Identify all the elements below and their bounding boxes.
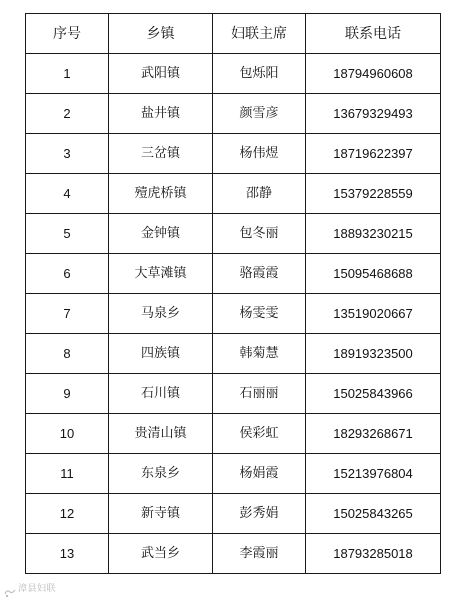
serial-number-cell: 8 xyxy=(26,334,109,374)
header-federation-chair: 妇联主席 xyxy=(213,14,306,54)
township-cell: 新寺镇 xyxy=(109,494,213,534)
phone-cell: 15379228559 xyxy=(306,174,441,214)
chair-name-cell: 包烁阳 xyxy=(213,54,306,94)
table-row xyxy=(26,214,441,254)
serial-number-cell: 5 xyxy=(26,214,109,254)
chair-name-cell: 杨娟霞 xyxy=(213,454,306,494)
watermark-logo-icon xyxy=(4,583,16,593)
table-row xyxy=(26,334,441,374)
chair-name-cell: 骆霞霞 xyxy=(213,254,306,294)
phone-cell: 15025843265 xyxy=(306,494,441,534)
chair-name-cell: 杨雯雯 xyxy=(213,294,306,334)
township-cell: 武当乡 xyxy=(109,534,213,574)
serial-number-cell: 3 xyxy=(26,134,109,174)
serial-number-cell: 6 xyxy=(26,254,109,294)
contact-table-container xyxy=(25,13,441,574)
table-row xyxy=(26,134,441,174)
chair-name-cell: 杨伟煜 xyxy=(213,134,306,174)
source-watermark xyxy=(4,581,56,594)
phone-cell: 18919323500 xyxy=(306,334,441,374)
phone-cell: 15095468688 xyxy=(306,254,441,294)
serial-number-cell: 4 xyxy=(26,174,109,214)
table-row xyxy=(26,494,441,534)
chair-name-cell: 李霞丽 xyxy=(213,534,306,574)
township-cell: 殪虎桥镇 xyxy=(109,174,213,214)
serial-number-cell: 13 xyxy=(26,534,109,574)
township-cell: 武阳镇 xyxy=(109,54,213,94)
township-cell: 马泉乡 xyxy=(109,294,213,334)
table-row xyxy=(26,294,441,334)
phone-cell: 13519020667 xyxy=(306,294,441,334)
serial-number-cell: 11 xyxy=(26,454,109,494)
township-cell: 盐井镇 xyxy=(109,94,213,134)
phone-cell: 18293268671 xyxy=(306,414,441,454)
chair-name-cell: 侯彩虹 xyxy=(213,414,306,454)
township-cell: 金钟镇 xyxy=(109,214,213,254)
serial-number-cell: 10 xyxy=(26,414,109,454)
table-row xyxy=(26,94,441,134)
chair-name-cell: 石丽丽 xyxy=(213,374,306,414)
serial-number-cell: 2 xyxy=(26,94,109,134)
header-township: 乡镇 xyxy=(109,14,213,54)
township-cell: 石川镇 xyxy=(109,374,213,414)
serial-number-cell: 7 xyxy=(26,294,109,334)
serial-number-cell: 9 xyxy=(26,374,109,414)
phone-cell: 13679329493 xyxy=(306,94,441,134)
table-header-row xyxy=(26,14,441,54)
chair-name-cell: 包冬丽 xyxy=(213,214,306,254)
table-row xyxy=(26,414,441,454)
watermark-text: 漳县妇联 xyxy=(18,584,57,594)
township-cell: 四族镇 xyxy=(109,334,213,374)
chair-name-cell: 韩菊慧 xyxy=(213,334,306,374)
chair-name-cell: 彭秀娟 xyxy=(213,494,306,534)
phone-cell: 18719622397 xyxy=(306,134,441,174)
serial-number-cell: 1 xyxy=(26,54,109,94)
chair-name-cell: 颜雪彦 xyxy=(213,94,306,134)
phone-cell: 18794960608 xyxy=(306,54,441,94)
women-federation-contact-table xyxy=(25,13,441,574)
township-cell: 三岔镇 xyxy=(109,134,213,174)
phone-cell: 18893230215 xyxy=(306,214,441,254)
table-row xyxy=(26,54,441,94)
table-row xyxy=(26,254,441,294)
serial-number-cell: 12 xyxy=(26,494,109,534)
header-contact-phone: 联系电话 xyxy=(306,14,441,54)
phone-cell: 15213976804 xyxy=(306,454,441,494)
phone-cell: 15025843966 xyxy=(306,374,441,414)
township-cell: 东泉乡 xyxy=(109,454,213,494)
township-cell: 贵清山镇 xyxy=(109,414,213,454)
table-row xyxy=(26,534,441,574)
phone-cell: 18793285018 xyxy=(306,534,441,574)
township-cell: 大草滩镇 xyxy=(109,254,213,294)
chair-name-cell: 邵静 xyxy=(213,174,306,214)
header-serial-number: 序号 xyxy=(26,14,109,54)
table-row xyxy=(26,174,441,214)
table-row xyxy=(26,374,441,414)
table-row xyxy=(26,454,441,494)
